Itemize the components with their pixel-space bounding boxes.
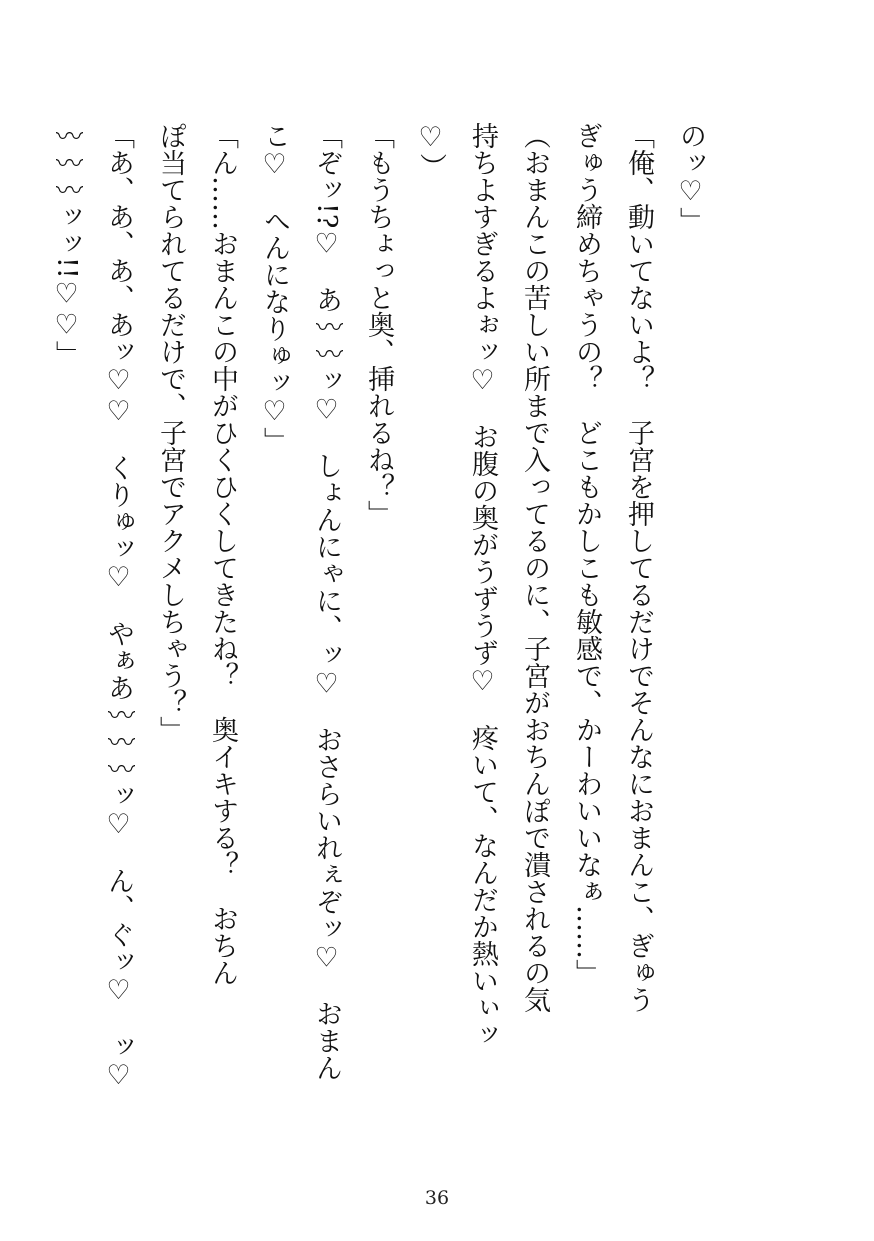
text-line: ぎゅう締めちゃうの？ どこもかしこも敏感で、かーわいいなぁ……」	[571, 122, 602, 986]
body-text	[40, 122, 716, 1122]
text-line: 「俺、動いてないよ？ 子宮を押してるだけでそんなにおまんこ、ぎゅう	[623, 122, 654, 1013]
text-line: ♡）	[415, 122, 446, 180]
text-line: のッ♡」	[675, 122, 706, 234]
text-line: 「ぞッ!?♡ あ〰〰ッ♡ しょんにゃに、ッ♡ おさらいれぇぞッ♡ おまん	[311, 122, 342, 1082]
text-line: こ♡ へんになりゅッ♡」	[259, 122, 290, 454]
text-line: 「もうちょっと奥、挿れるね？」	[363, 122, 394, 527]
text-line: 「ん……おまんこの中がひくひくしてきたね？ 奥イキする？ おちん	[207, 122, 238, 986]
text-line: ぽ当てられてるだけで、子宮でアクメしちゃう？」	[155, 122, 186, 743]
text-line: 持ちよすぎるよぉッ♡ お腹の奥がうずうず♡ 疼いて、なんだか熱いぃッ	[467, 122, 498, 1048]
text-line: 「あ、あ、あ、あッ♡♡ くりゅッ♡ やぁあ〰〰〰ッ♡ ん、ぐッ♡ ッ♡	[103, 122, 134, 1091]
text-line: （おまんこの苦しい所まで入ってるのに、子宮がおちんぽで潰されるの気	[519, 122, 550, 1013]
text-line: 〰〰〰ッッ!!♡♡」	[51, 122, 82, 368]
page-number: 36	[424, 1187, 450, 1209]
